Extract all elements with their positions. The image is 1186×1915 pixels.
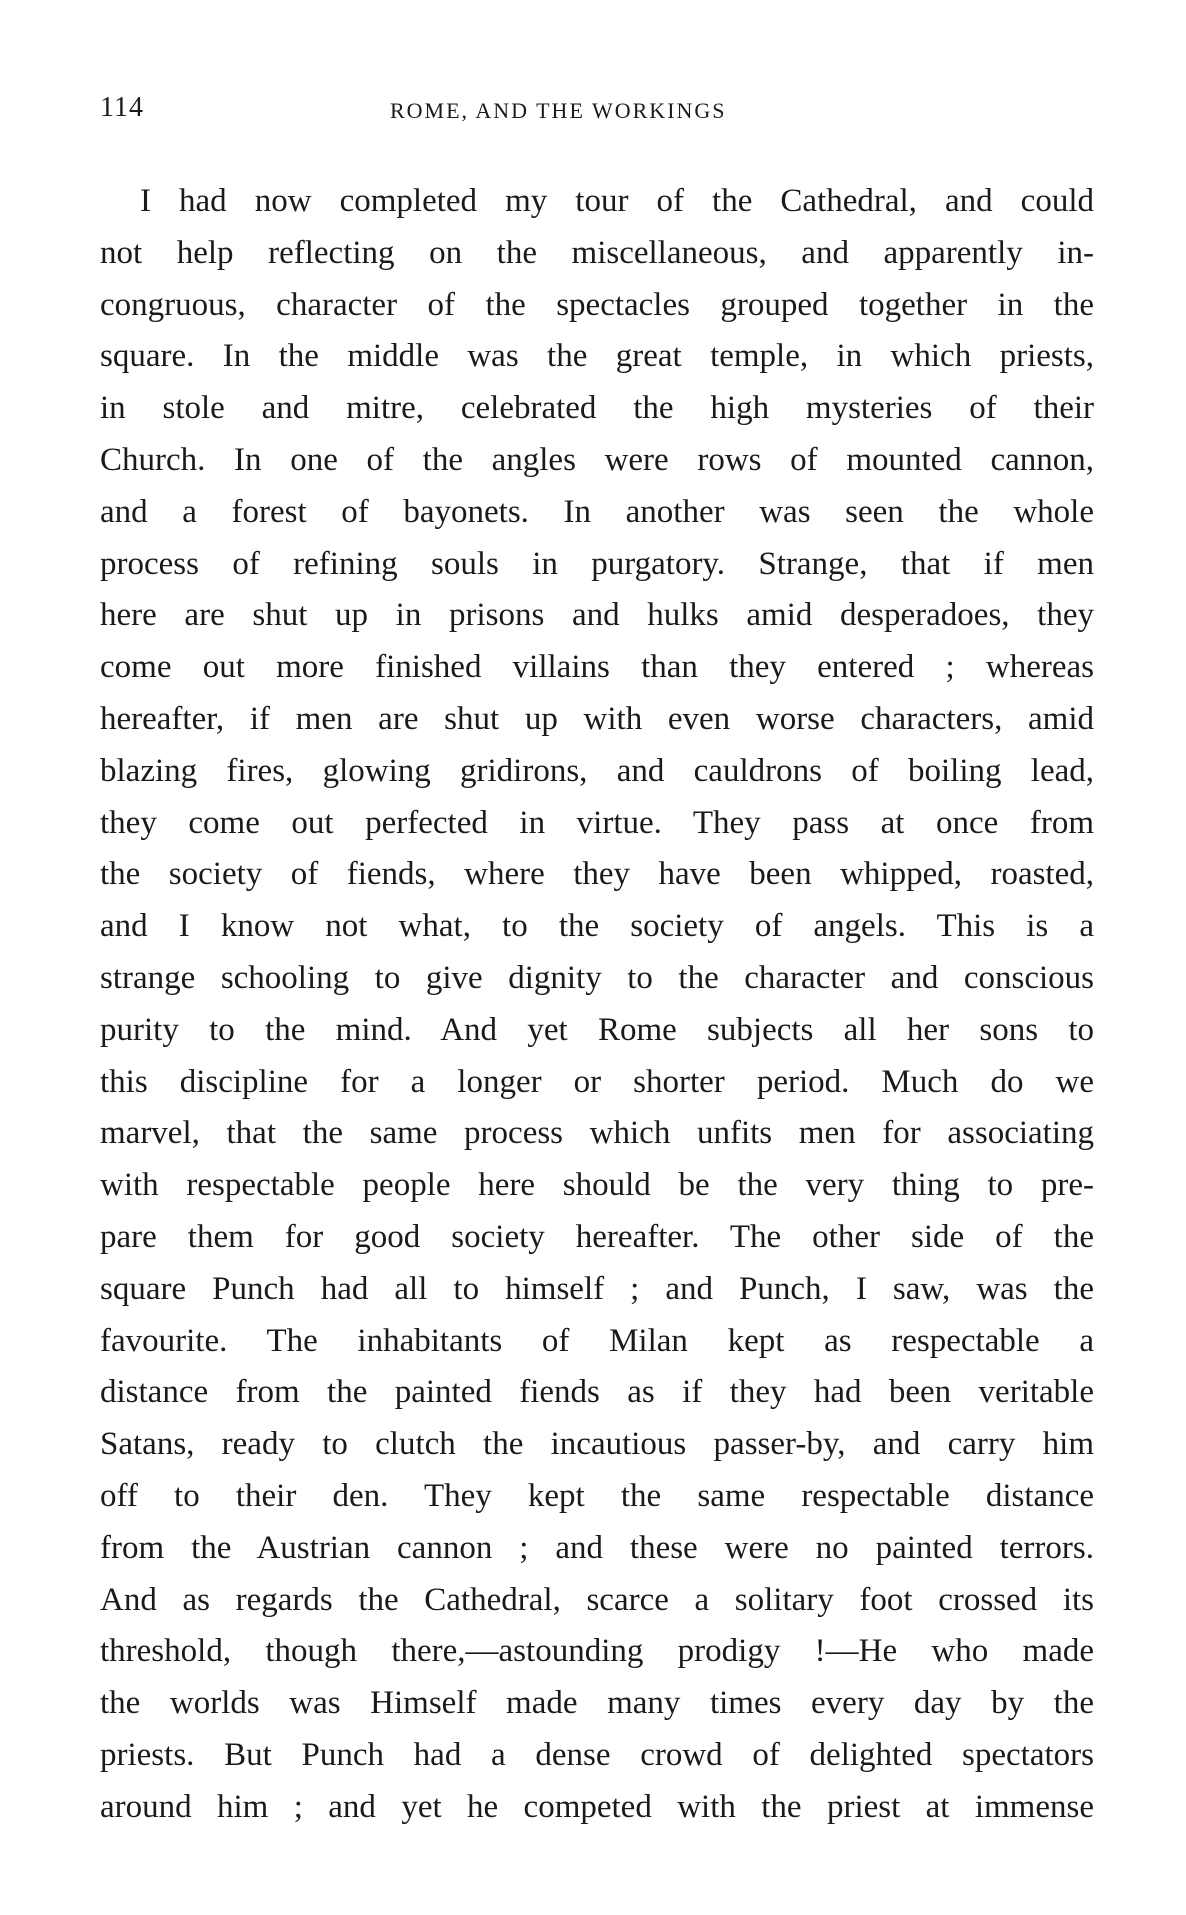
text-line: and a forest of bayonets. In another was seen the whole xyxy=(100,493,1094,530)
page-number: 114 xyxy=(100,92,144,123)
text-line: the society of fiends, where they have been whipped, roasted, xyxy=(100,856,1094,893)
text-line: the worlds was Himself made many times every day by the xyxy=(100,1685,1094,1722)
text-line: off to their den. They kept the same respectable distance xyxy=(100,1477,1094,1514)
text-line: favourite. The inhabitants of Milan kept as respectable a xyxy=(100,1322,1094,1359)
text-line: threshold, though there,—astounding prodigy !—He who made xyxy=(100,1633,1094,1670)
text-line: come out more finished villains than they entered ; whereas xyxy=(100,649,1094,686)
text-line: hereafter, if men are shut up with even worse characters, amid xyxy=(100,700,1094,737)
body-paragraph xyxy=(100,176,1094,1834)
text-line: they come out perfected in virtue. They pass at once from xyxy=(100,804,1094,841)
text-line: not help reflecting on the miscellaneous, and apparently in- xyxy=(100,234,1094,271)
text-line: priests. But Punch had a dense crowd of delighted spectators xyxy=(100,1736,1094,1773)
text-line: Church. In one of the angles were rows of mounted cannon, xyxy=(100,441,1094,478)
text-line: pare them for good society hereafter. The other side of the xyxy=(100,1218,1094,1255)
text-line: from the Austrian cannon ; and these were no painted terrors. xyxy=(100,1529,1094,1566)
text-line: distance from the painted fiends as if they had been veritable xyxy=(100,1374,1094,1411)
text-line: marvel, that the same process which unfits men for associating xyxy=(100,1115,1094,1152)
text-line: I had now completed my tour of the Cathedral, and could xyxy=(140,183,1094,219)
running-title: ROME, AND THE WORKINGS xyxy=(390,98,727,123)
text-line: blazing fires, glowing gridirons, and cauldrons of boiling lead, xyxy=(100,752,1094,789)
text-line: And as regards the Cathedral, scarce a solitary foot crossed its xyxy=(100,1581,1094,1618)
text-line: process of refining souls in purgatory. Strange, that if men xyxy=(100,545,1094,582)
text-line: square Punch had all to himself ; and Punch, I saw, was the xyxy=(100,1270,1094,1307)
text-line: strange schooling to give dignity to the character and conscious xyxy=(100,959,1094,996)
text-line: Satans, ready to clutch the incautious passer-by, and carry him xyxy=(100,1426,1094,1463)
running-head xyxy=(100,92,1100,128)
text-line: purity to the mind. And yet Rome subjects all her sons to xyxy=(100,1011,1094,1048)
text-line: with respectable people here should be the very thing to pre- xyxy=(100,1167,1094,1204)
text-line: congruous, character of the spectacles grouped together in the xyxy=(100,286,1094,323)
text-line: here are shut up in prisons and hulks amid desperadoes, they xyxy=(100,597,1094,634)
text-line: square. In the middle was the great temple, in which priests, xyxy=(100,338,1094,375)
text-line: in stole and mitre, celebrated the high mysteries of their xyxy=(100,390,1094,427)
text-line: and I know not what, to the society of angels. This is a xyxy=(100,908,1094,945)
text-line: this discipline for a longer or shorter period. Much do we xyxy=(100,1063,1094,1100)
text-line: around him ; and yet he competed with the priest at immense xyxy=(100,1788,1094,1825)
